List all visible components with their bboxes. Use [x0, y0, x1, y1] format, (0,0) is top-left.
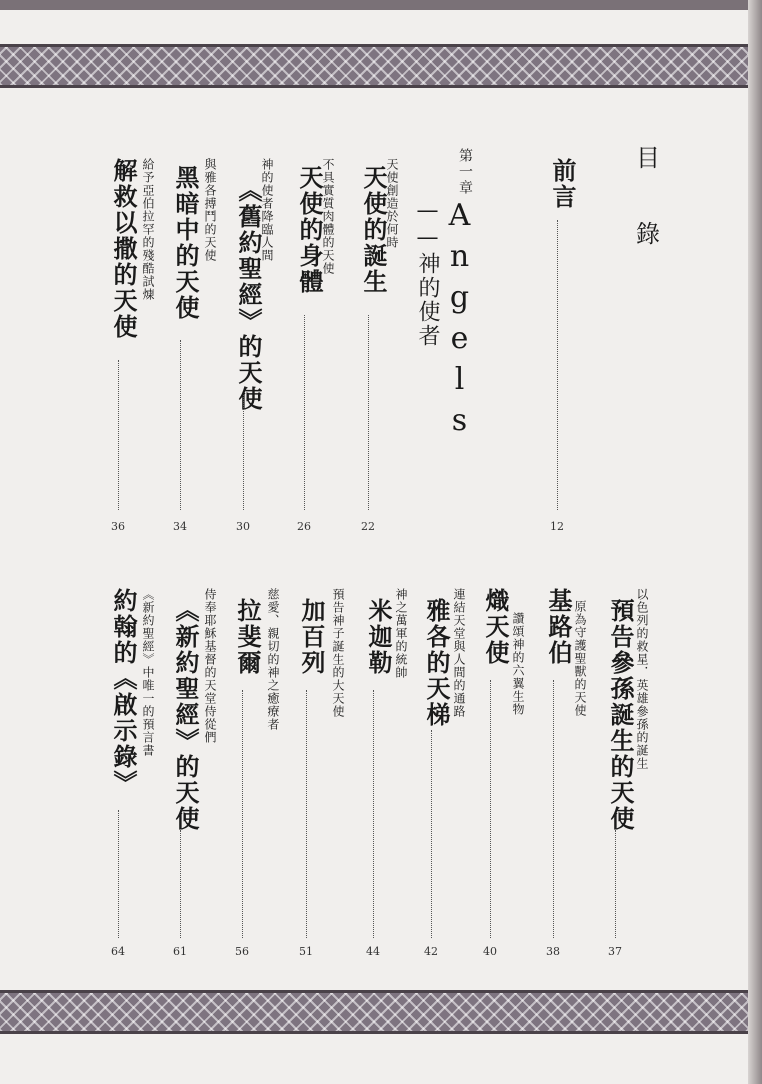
leader-dots-2 — [304, 315, 305, 510]
leader-dots-9 — [431, 730, 432, 938]
leader-dots-6 — [615, 830, 616, 938]
toc-entry-1-title[interactable]: 天使的誕生 — [359, 165, 388, 295]
toc-entry-13-title[interactable]: 《新約聖經》的天使 — [171, 598, 200, 832]
toc-entry-14-title[interactable]: 約翰的《啟示錄》 — [109, 588, 138, 796]
chapter-title: Angels — [442, 198, 477, 444]
toc-entry-9-subtitle: 連結天堂與人間的通路 — [452, 588, 466, 718]
page-number-14: 64 — [111, 945, 125, 958]
page-number-7: 38 — [546, 945, 560, 958]
leader-dots-4 — [180, 340, 181, 510]
page-number-13: 61 — [173, 945, 187, 958]
toc-entry-5-subtitle: 給予亞伯拉罕的殘酷試煉 — [141, 158, 155, 301]
toc-entry-11-title[interactable]: 加百列 — [297, 598, 326, 676]
leader-dots-11 — [306, 690, 307, 938]
page-number-4: 34 — [173, 520, 187, 533]
heading-char-1: 目 — [636, 144, 660, 172]
toc-entry-11-subtitle: 預告神子誕生的大天使 — [331, 588, 345, 718]
leader-dots-3 — [243, 395, 244, 510]
leader-dots-5 — [118, 360, 119, 510]
toc-entry-7-subtitle: 原為守護聖獸的天使 — [573, 600, 587, 717]
page-number-3: 30 — [236, 520, 250, 533]
toc-entry-13-subtitle: 侍奉耶穌基督的天堂侍從們 — [203, 588, 217, 744]
decorative-border-bottom — [0, 990, 748, 1034]
leader-dots-7 — [553, 680, 554, 938]
toc-entry-3-title[interactable]: 《舊約聖經》的天使 — [234, 178, 263, 412]
toc-entry-8-subtitle: 讚頌神的六翼生物 — [511, 612, 525, 716]
page-top-edge — [0, 0, 762, 10]
page-number-9: 42 — [424, 945, 438, 958]
chapter-subtitle: ——神的使者 — [415, 198, 440, 348]
leader-dots-10 — [373, 690, 374, 938]
toc-entry-6-subtitle: 以色列的救星．英雄參孫的誕生 — [635, 588, 649, 770]
toc-entry-12-subtitle: 慈愛、親切的神之癒療者 — [266, 588, 280, 731]
toc-entry-12-title[interactable]: 拉斐爾 — [233, 598, 262, 676]
chapter-label: 第一章 — [457, 148, 473, 196]
heading-char-2: 錄 — [636, 220, 660, 248]
page-number-12: 56 — [235, 945, 249, 958]
toc-entry-3-subtitle: 神的使者降臨人間 — [260, 158, 274, 262]
leader-dots-13 — [180, 830, 181, 938]
page-number-6: 37 — [608, 945, 622, 958]
toc-entry-14-subtitle: 《新約聖經》中唯一的預言書 — [141, 588, 155, 757]
decorative-border-top — [0, 44, 748, 88]
toc-entry-6-title[interactable]: 預告參孫誕生的天使 — [606, 598, 635, 832]
page-number-5: 36 — [111, 520, 125, 533]
page-number-8: 40 — [483, 945, 497, 958]
toc-entry-8-title[interactable]: 熾天使 — [481, 588, 510, 666]
toc-entry-10-title[interactable]: 米迦勒 — [364, 598, 393, 676]
toc-entry-4-subtitle: 與雅各搏鬥的天使 — [203, 158, 217, 262]
toc-entry-10-subtitle: 神之萬軍的統帥 — [394, 588, 408, 679]
toc-entry-preface-title[interactable]: 前言 — [548, 158, 577, 210]
leader-dots-1 — [368, 315, 369, 510]
toc-entry-9-title[interactable]: 雅各的天梯 — [422, 598, 451, 728]
page-number-10: 44 — [366, 945, 380, 958]
page-number-2: 26 — [297, 520, 311, 533]
toc-entry-2-title[interactable]: 天使的身體 — [295, 165, 324, 295]
leader-dots-12 — [242, 690, 243, 938]
toc-entry-1-subtitle: 天使創造於何時 — [385, 158, 399, 249]
toc-entry-5-title[interactable]: 解救以撒的天使 — [109, 158, 138, 340]
page-number-11: 51 — [299, 945, 313, 958]
toc-entry-7-title[interactable]: 基路伯 — [544, 588, 573, 666]
page-right-edge — [748, 0, 762, 1084]
leader-dots-8 — [490, 680, 491, 938]
toc-entry-4-title[interactable]: 黑暗中的天使 — [171, 165, 200, 321]
page-number-1: 22 — [361, 520, 375, 533]
toc-entry-2-subtitle: 不具實質肉體的天使 — [321, 158, 335, 275]
page-number-preface: 12 — [550, 520, 564, 533]
leader-dots-14 — [118, 810, 119, 938]
leader-dots-preface — [557, 220, 558, 510]
